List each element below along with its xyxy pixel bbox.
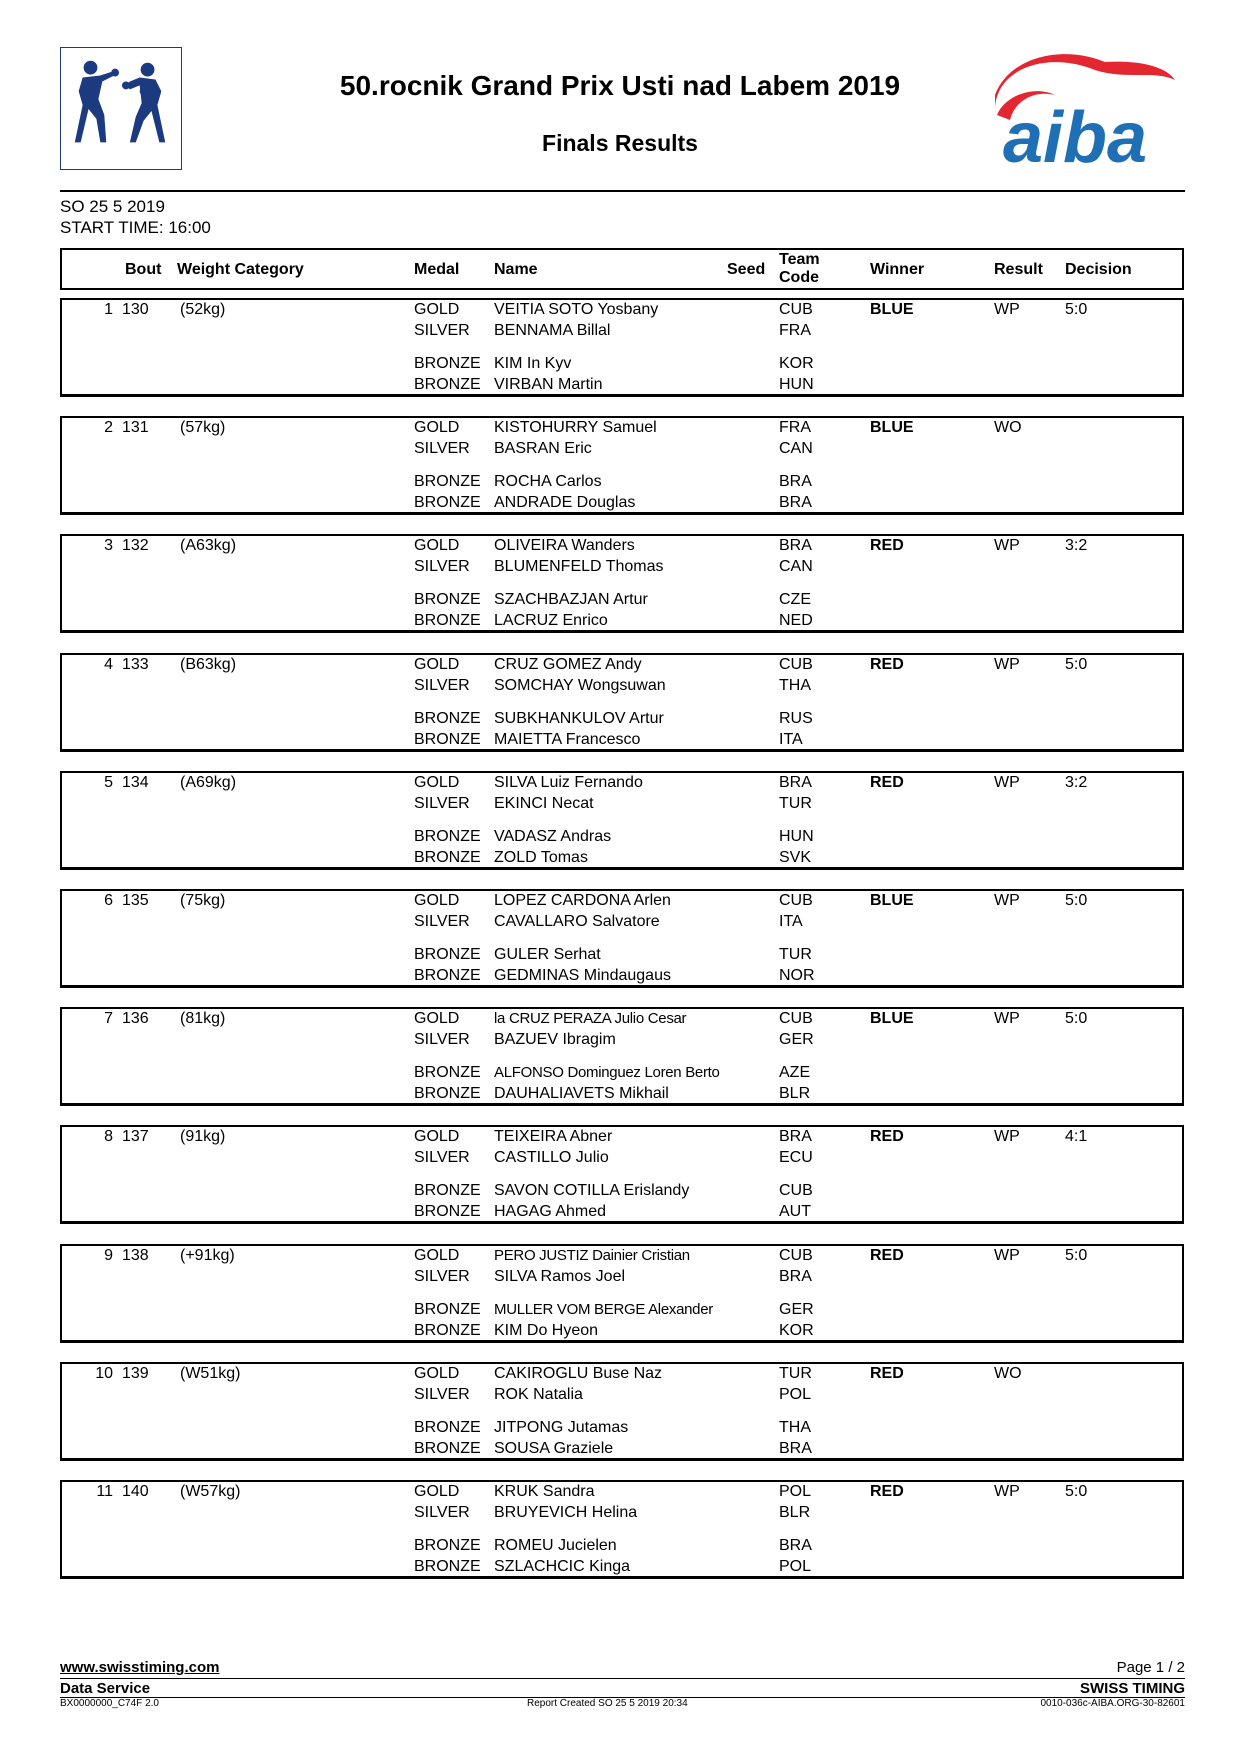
medal-label: BRONZE [414, 1085, 481, 1102]
team-code: CUB [779, 892, 813, 909]
bout-number: 2 [104, 419, 113, 436]
winner-corner: RED [870, 656, 904, 673]
bout-block [60, 771, 1184, 870]
medal-label: BRONZE [414, 1440, 481, 1457]
bout-number: 4 [104, 656, 113, 673]
medal-label: BRONZE [414, 591, 481, 608]
team-code: TUR [779, 1365, 812, 1382]
medal-label: SILVER [414, 795, 470, 812]
weight-category: (91kg) [180, 1128, 226, 1145]
team-code: BRA [779, 1268, 812, 1285]
medal-label: BRONZE [414, 1537, 481, 1554]
boxer-name: DAUHALIAVETS Mikhail [494, 1085, 669, 1102]
boxer-name: BAZUEV Ibragim [494, 1031, 616, 1048]
result: WO [994, 1365, 1022, 1382]
boxer-name: VEITIA SOTO Yosbany [494, 301, 659, 318]
team-code: GER [779, 1301, 814, 1318]
result: WP [994, 1247, 1020, 1264]
decision: 5:0 [1065, 892, 1088, 909]
start-time: START TIME: 16:00 [60, 218, 211, 237]
medal-label: BRONZE [414, 473, 481, 490]
page-subtitle: Finals Results [542, 130, 698, 156]
footer-page-number: Page 1 / 2 [1116, 1659, 1185, 1676]
decision: 4:1 [1065, 1128, 1088, 1145]
medal-label: SILVER [414, 1149, 470, 1166]
medal-label: BRONZE [414, 1558, 481, 1575]
decision: 5:0 [1065, 1483, 1088, 1500]
medal-label: BRONZE [414, 1182, 481, 1199]
column-header-row [60, 248, 1184, 290]
boxer-name: MAIETTA Francesco [494, 731, 641, 748]
decision: 5:0 [1065, 1247, 1088, 1264]
boxer-name: GEDMINAS Mindaugaus [494, 967, 671, 984]
medal-label: BRONZE [414, 1064, 481, 1081]
team-code: ITA [779, 913, 803, 930]
weight-category: (W51kg) [180, 1365, 241, 1382]
medal-label: GOLD [414, 537, 460, 554]
bout-block [60, 298, 1184, 397]
winner-corner: RED [870, 774, 904, 791]
team-code: BLR [779, 1504, 811, 1521]
result: WP [994, 656, 1020, 673]
boxer-name: JITPONG Jutamas [494, 1419, 629, 1436]
medal-label: BRONZE [414, 355, 481, 372]
result: WP [994, 537, 1020, 554]
footer-data-service: Data Service [60, 1680, 151, 1697]
team-code: BRA [779, 1537, 812, 1554]
team-code: CUB [779, 656, 813, 673]
bout-id: 134 [122, 774, 149, 791]
team-code: FRA [779, 322, 811, 339]
team-code: KOR [779, 355, 814, 372]
decision: 5:0 [1065, 1010, 1088, 1027]
result: WO [994, 419, 1022, 436]
col-decision: Decision [1065, 261, 1132, 278]
winner-corner: BLUE [870, 892, 914, 909]
boxer-name: ZOLD Tomas [494, 849, 588, 866]
weight-category: (81kg) [180, 1010, 226, 1027]
medal-label: GOLD [414, 774, 460, 791]
medal-label: BRONZE [414, 1419, 481, 1436]
team-code: ECU [779, 1149, 813, 1166]
bout-block [60, 1244, 1184, 1343]
bout-block [60, 1362, 1184, 1461]
bout-number: 8 [104, 1128, 113, 1145]
team-code: NOR [779, 967, 815, 984]
medal-label: BRONZE [414, 946, 481, 963]
bout-id: 138 [122, 1247, 149, 1264]
boxer-name: HAGAG Ahmed [494, 1203, 607, 1220]
boxer-name: ROMEU Jucielen [494, 1537, 617, 1554]
result: WP [994, 892, 1020, 909]
weight-category: (A69kg) [180, 774, 237, 791]
winner-corner: RED [870, 1247, 904, 1264]
bout-block [60, 889, 1184, 988]
boxer-name: LACRUZ Enrico [494, 612, 608, 629]
bout-id: 139 [122, 1365, 149, 1382]
event-date: SO 25 5 2019 [60, 197, 165, 216]
team-code: CZE [779, 591, 811, 608]
boxers-logo [60, 47, 182, 170]
boxer-name: SZACHBAZJAN Artur [494, 591, 648, 608]
col-weight-category: Weight Category [177, 261, 304, 278]
team-code: HUN [779, 376, 814, 393]
medal-label: GOLD [414, 1128, 460, 1145]
col-seed: Seed [727, 261, 766, 278]
boxer-name: ANDRADE Douglas [494, 494, 636, 511]
team-code: POL [779, 1558, 812, 1575]
bout-id: 137 [122, 1128, 149, 1145]
winner-corner: RED [870, 1483, 904, 1500]
bout-number: 5 [104, 774, 113, 791]
weight-category: (+91kg) [180, 1247, 235, 1264]
bout-block [60, 1480, 1184, 1579]
bout-block [60, 1007, 1184, 1106]
medal-label: BRONZE [414, 710, 481, 727]
medal-label: SILVER [414, 322, 470, 339]
boxer-name: SILVA Luiz Fernando [494, 774, 643, 791]
boxer-name: CRUZ GOMEZ Andy [494, 656, 642, 673]
bout-number: 1 [104, 301, 113, 318]
footer-report-created: Report Created SO 25 5 2019 20:34 [527, 1698, 688, 1709]
result: WP [994, 301, 1020, 318]
boxer-name: VADASZ Andras [494, 828, 612, 845]
team-code: KOR [779, 1322, 814, 1339]
team-code: BLR [779, 1085, 811, 1102]
winner-corner: BLUE [870, 419, 914, 436]
boxer-name: ALFONSO Dominguez Loren Berto [494, 1064, 720, 1081]
boxer-name: CAKIROGLU Buse Naz [494, 1365, 663, 1382]
boxer-name: ROK Natalia [494, 1386, 583, 1403]
team-code: THA [779, 1419, 811, 1436]
team-code: AZE [779, 1064, 811, 1081]
aiba-logo-icon [985, 40, 1185, 175]
boxer-name: la CRUZ PERAZA Julio Cesar [494, 1010, 687, 1027]
team-code: ITA [779, 731, 803, 748]
aiba-logo-text: aiba [1003, 98, 1148, 175]
col-team-code [779, 251, 820, 287]
bout-id: 131 [122, 419, 149, 436]
boxer-name: BASRAN Eric [494, 440, 592, 457]
result: WP [994, 774, 1020, 791]
team-code: CUB [779, 1247, 813, 1264]
footer-code-left: BX0000000_C74F 2.0 [60, 1698, 159, 1709]
medal-label: SILVER [414, 913, 470, 930]
bout-number: 11 [96, 1483, 113, 1500]
weight-category: (B63kg) [180, 656, 237, 673]
decision: 3:2 [1065, 537, 1088, 554]
boxer-name: CASTILLO Julio [494, 1149, 609, 1166]
medal-label: GOLD [414, 419, 460, 436]
team-code: CAN [779, 558, 813, 575]
weight-category: (W57kg) [180, 1483, 241, 1500]
medal-label: SILVER [414, 677, 470, 694]
team-code: TUR [779, 946, 812, 963]
footer-code-right: 0010-036c-AIBA.ORG-30-82601 [1040, 1698, 1185, 1709]
col-winner: Winner [870, 261, 925, 278]
boxer-name: SUBKHANKULOV Artur [494, 710, 664, 727]
boxer-name: KRUK Sandra [494, 1483, 595, 1500]
medal-label: BRONZE [414, 828, 481, 845]
footer-divider [60, 1678, 1185, 1679]
medal-label: SILVER [414, 1031, 470, 1048]
boxer-name: LOPEZ CARDONA Arlen [494, 892, 671, 909]
medal-label: BRONZE [414, 1322, 481, 1339]
medal-label: BRONZE [414, 376, 481, 393]
team-code: FRA [779, 419, 811, 436]
boxer-name: OLIVEIRA Wanders [494, 537, 635, 554]
medal-label: SILVER [414, 1504, 470, 1521]
decision: 3:2 [1065, 774, 1088, 791]
bout-block [60, 653, 1184, 752]
team-code: BRA [779, 473, 812, 490]
decision: 5:0 [1065, 656, 1088, 673]
bout-id: 140 [122, 1483, 149, 1500]
medal-label: BRONZE [414, 612, 481, 629]
bout-block [60, 416, 1184, 515]
team-code: CAN [779, 440, 813, 457]
boxer-name: CAVALLARO Salvatore [494, 913, 660, 930]
boxer-name: TEIXEIRA Abner [494, 1128, 613, 1145]
boxer-name: KIM Do Hyeon [494, 1322, 599, 1339]
medal-label: GOLD [414, 1483, 460, 1500]
team-code: CUB [779, 1010, 813, 1027]
boxer-name: SILVA Ramos Joel [494, 1268, 626, 1285]
boxer-name: GULER Serhat [494, 946, 601, 963]
decision: 5:0 [1065, 301, 1088, 318]
boxer-name: SAVON COTILLA Erislandy [494, 1182, 690, 1199]
medal-label: BRONZE [414, 1203, 481, 1220]
team-code: AUT [779, 1203, 811, 1220]
winner-corner: BLUE [870, 301, 914, 318]
team-code: GER [779, 1031, 814, 1048]
medal-label: GOLD [414, 656, 460, 673]
team-code: BRA [779, 494, 812, 511]
col-bout: Bout [125, 261, 162, 278]
medal-label: BRONZE [414, 849, 481, 866]
medal-label: GOLD [414, 1365, 460, 1382]
medal-label: SILVER [414, 1268, 470, 1285]
weight-category: (57kg) [180, 419, 226, 436]
boxer-name: BLUMENFELD Thomas [494, 558, 664, 575]
bout-block [60, 1125, 1184, 1224]
team-code: BRA [779, 1440, 812, 1457]
medal-label: BRONZE [414, 494, 481, 511]
medal-label: GOLD [414, 1247, 460, 1264]
bout-id: 130 [122, 301, 149, 318]
bout-id: 133 [122, 656, 149, 673]
page-title: 50.rocnik Grand Prix Usti nad Labem 2019 [339, 70, 901, 101]
medal-label: SILVER [414, 1386, 470, 1403]
boxer-name: MULLER VOM BERGE Alexander [494, 1301, 713, 1318]
boxer-name: PERO JUSTIZ Dainier Cristian [494, 1247, 690, 1264]
bout-number: 9 [104, 1247, 113, 1264]
boxer-name: SOUSA Graziele [494, 1440, 614, 1457]
col-result: Result [994, 261, 1043, 278]
team-code: THA [779, 677, 811, 694]
col-team-code-line2: Code [779, 269, 819, 286]
medal-label: BRONZE [414, 731, 481, 748]
weight-category: (75kg) [180, 892, 226, 909]
team-code: CUB [779, 301, 813, 318]
col-name: Name [494, 261, 538, 278]
bout-number: 7 [104, 1010, 113, 1027]
bout-id: 132 [122, 537, 149, 554]
bout-number: 6 [104, 892, 113, 909]
footer-website-link[interactable]: www.swisstiming.com [60, 1659, 220, 1676]
medal-label: SILVER [414, 440, 470, 457]
boxer-name: VIRBAN Martin [494, 376, 603, 393]
bout-block [60, 534, 1184, 633]
team-code: TUR [779, 795, 812, 812]
winner-corner: RED [870, 1128, 904, 1145]
result: WP [994, 1483, 1020, 1500]
boxer-name: BENNAMA Billal [494, 322, 611, 339]
bout-number: 3 [104, 537, 113, 554]
team-code: POL [779, 1386, 812, 1403]
footer-company: SWISS TIMING [1080, 1680, 1185, 1697]
boxer-name: SOMCHAY Wongsuwan [494, 677, 666, 694]
bout-id: 136 [122, 1010, 149, 1027]
result: WP [994, 1128, 1020, 1145]
medal-label: GOLD [414, 301, 460, 318]
aiba-logo [985, 40, 1185, 175]
medal-label: GOLD [414, 892, 460, 909]
team-code: SVK [779, 849, 812, 866]
winner-corner: BLUE [870, 1010, 914, 1027]
header-divider [60, 190, 1185, 192]
weight-category: (52kg) [180, 301, 226, 318]
team-code: BRA [779, 537, 812, 554]
medal-label: GOLD [414, 1010, 460, 1027]
team-code: NED [779, 612, 813, 629]
medal-label: SILVER [414, 558, 470, 575]
col-medal: Medal [414, 261, 460, 278]
team-code: CUB [779, 1182, 813, 1199]
weight-category: (A63kg) [180, 537, 237, 554]
boxer-name: ROCHA Carlos [494, 473, 602, 490]
boxer-name: KIM In Kyv [494, 355, 572, 372]
bout-number: 10 [95, 1365, 113, 1382]
team-code: BRA [779, 1128, 812, 1145]
team-code: POL [779, 1483, 812, 1500]
team-code: HUN [779, 828, 814, 845]
winner-corner: RED [870, 1365, 904, 1382]
team-code: RUS [779, 710, 813, 727]
winner-corner: RED [870, 537, 904, 554]
team-code: BRA [779, 774, 812, 791]
boxer-name: SZLACHCIC Kinga [494, 1558, 631, 1575]
boxer-name: KISTOHURRY Samuel [494, 419, 657, 436]
result: WP [994, 1010, 1020, 1027]
medal-label: BRONZE [414, 1301, 481, 1318]
medal-label: BRONZE [414, 967, 481, 984]
boxer-name: BRUYEVICH Helina [494, 1504, 638, 1521]
col-team-code-line1: Team [779, 251, 820, 268]
bout-id: 135 [122, 892, 149, 909]
boxers-icon [61, 48, 181, 169]
boxer-name: EKINCI Necat [494, 795, 594, 812]
